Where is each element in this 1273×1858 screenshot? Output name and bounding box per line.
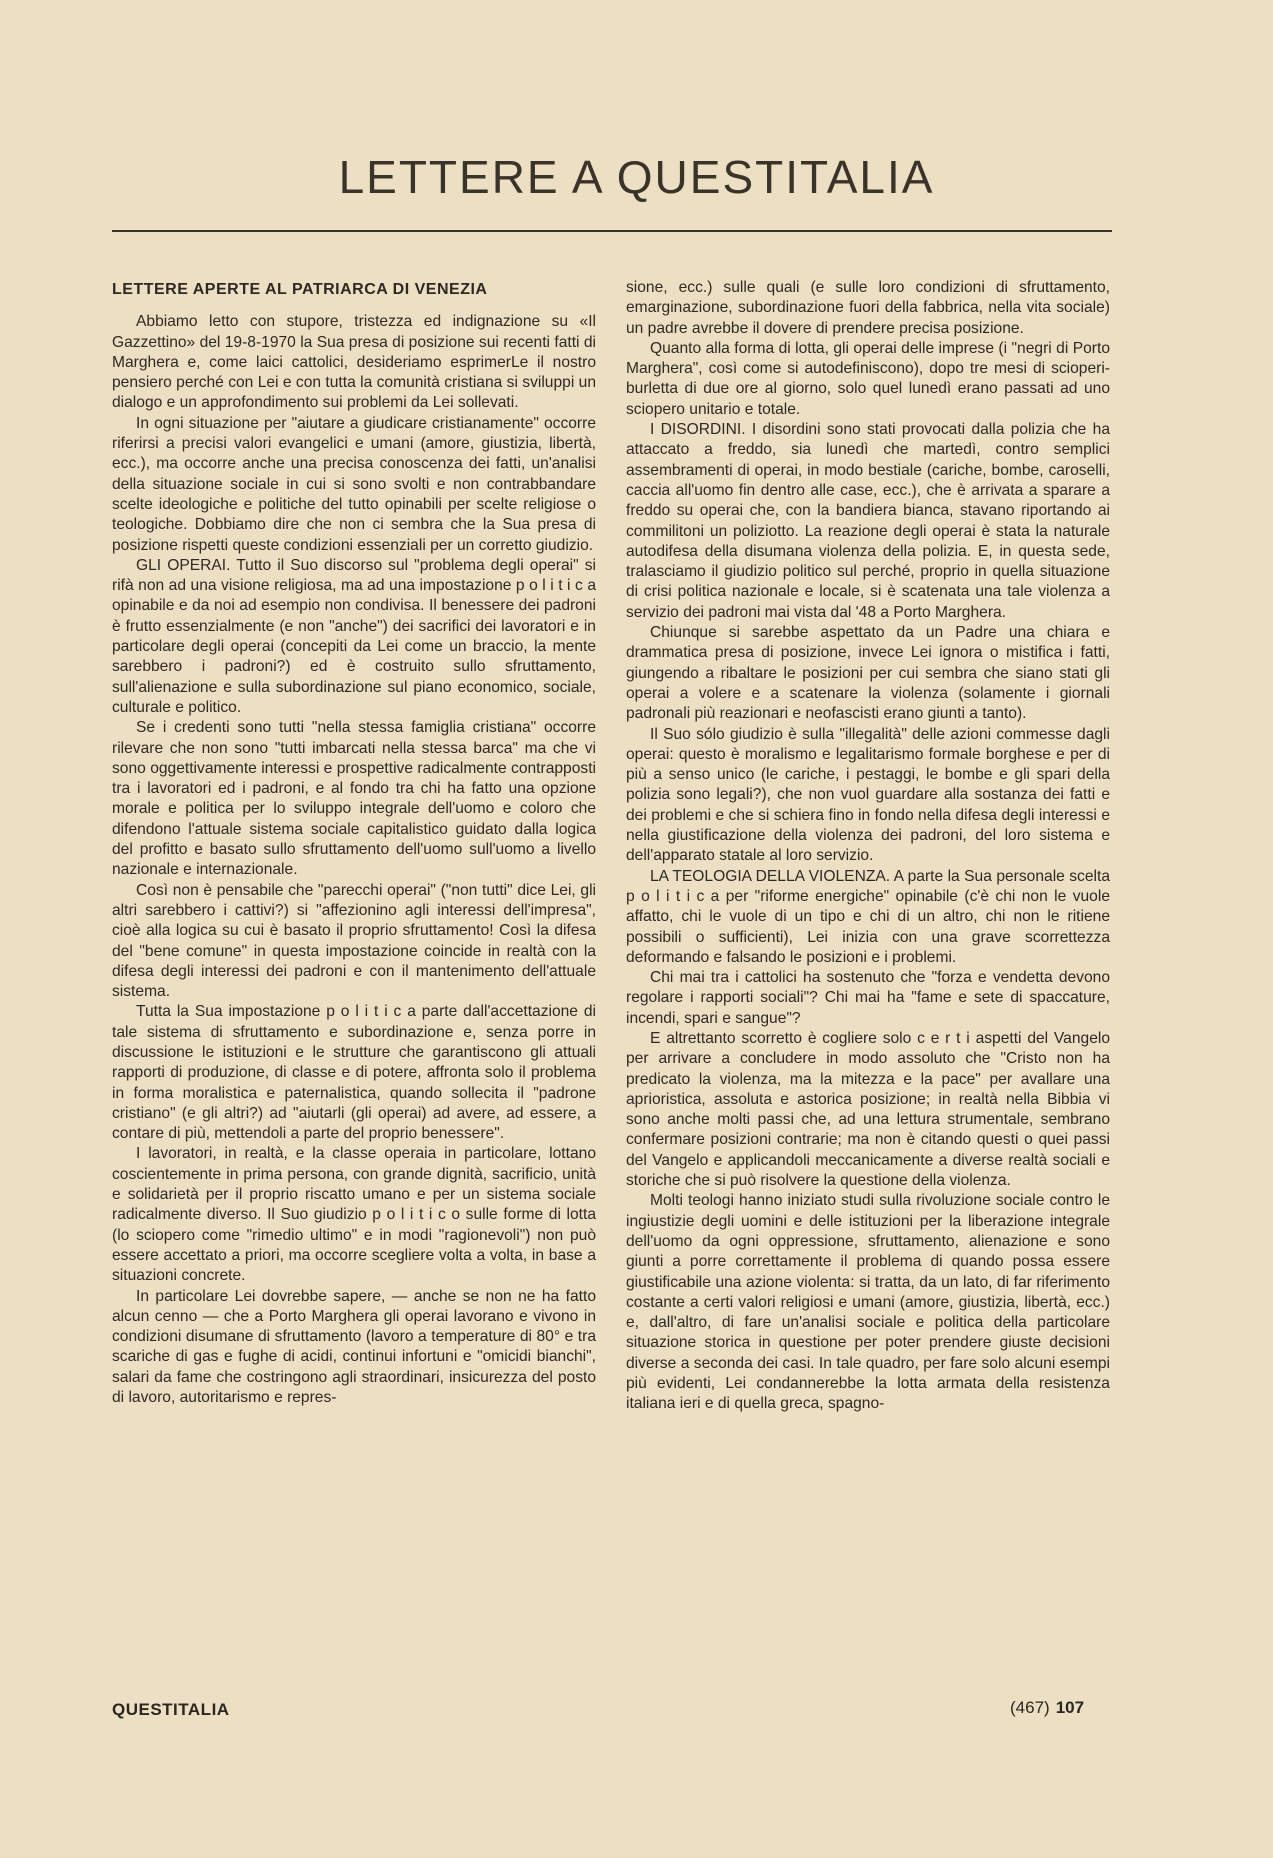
paragraph: Quanto alla forma di lotta, gli operai delle imprese (i "negri di Porto Marghera", così come si autodefiniscono), dopo tre mesi di scioperi-burletta di due ore al giorno, solo quel lunedì erano passati ad uno sciopero unitario e totale.	[626, 339, 1110, 418]
page-number: 107	[1055, 1698, 1085, 1717]
paragraph: In particolare Lei dovrebbe sapere, — anche se non ne ha fatto alcun cenno — che a Porto Marghera gli operai lavorano e vivono in condizioni disumane di sfruttamento (lavoro a temperature di 80° e tra scariche di gas e fughe di acidi, continui infortuni e "omicidi bianchi", salari da fame che costringono agli straordinari, insicurezza del posto di lavoro, autoritarismo e repres-	[112, 1287, 596, 1407]
paragraph: LA TEOLOGIA DELLA VIOLENZA. A parte la Sua personale scelta p o l i t i c a per "riforme energiche" opinabile (c'è chi non le vuole affatto, chi le vuole di un tipo e chi di un altro, chi non le ritiene possibili o sufficienti), Lei inizia con una grave scorrettezza deformando e falsando le posizioni e i problemi.	[626, 867, 1110, 966]
paragraph: I DISORDINI. I disordini sono stati provocati dalla polizia che ha attaccato a freddo, sia lunedì che martedì, contro semplici assembramenti di operai, in modo bestiale (cariche, bombe, caroselli, caccia all'uomo fin dentro alle case, ecc.), che è arrivata a sparare a freddo su operai che, con la bandiera bianca, stavano riportando ai commilitoni un poliziotto. La reazione degli operai è stata la naturale autodifesa della disumana violenza della polizia. E, in questa sede, tralasciamo il giudizio politico sul perché, proprio in quella situazione di crisi politica nazionale e locale, si è scatenata una tale violenza a servizio dei padroni mai vista dal '48 a Porto Marghera.	[626, 421, 1110, 621]
title-divider	[112, 230, 1112, 232]
paragraph: Il Suo sólo giudizio è sulla "illegalità" delle azioni commesse dagli operai: questo è moralismo e legalitarismo formale borghese e per di più a senso unico (le cariche, i pestaggi, le bombe e gli spari della polizia sono legali?), che non vuol guardare alla sostanza dei fatti e dei problemi e che si schiera fino in fondo nella difesa degli interessi e nella giustificazione della violenza dei padroni, del loro sistema e dell'apparato statale al loro servizio.	[626, 725, 1110, 865]
paragraph: Chi mai tra i cattolici ha sostenuto che "forza e vendetta devono regolare i rapporti sociali"? Chi mai ha "fame e sete di spaccature, incendi, spari e sangue"?	[626, 969, 1110, 1027]
footer-page-info	[1010, 1698, 1084, 1718]
paragraph: Molti teologi hanno iniziato studi sulla rivoluzione sociale contro le ingiustizie degli uomini e delle istituzioni per la liberazione integrale dell'uomo da ogni oppressione, sfruttamento, alienazione e sono giunti a porre correttamente il problema di quando possa essere giustificabile una azione violenta: si tratta, da un lato, di far riferimento costante a certi valori religiosi e umani (amore, giustizia, libertà, ecc.) e, dall'altro, di fare un'analisi sociale e politica della particolare situazione storica in questione per poter prendere giuste decisioni diverse a seconda dei casi. In tale quadro, per fare solo alcuni esempi più evidenti, Lei condannerebbe la lotta armata della resistenza italiana ieri e di quella greca, spagno-	[626, 1192, 1110, 1413]
paragraph: GLI OPERAI. Tutto il Suo discorso sul "problema degli operai" si rifà non ad una visione religiosa, ma ad una impostazione p o l i t i c a opinabile e da noi ad esempio non condivisa. Il benessere dei padroni è frutto essenzialmente (e non "anche") dei sacrifici dei lavoratori e in particolare degli operai (concepiti da Lei come un braccio, la mente sarebbero i padroni?) ed è costruito sullo sfruttamento, sull'alienazione e sulla subordinazione sul piano economico, sociale, culturale e politico.	[112, 556, 596, 716]
paragraph: Tutta la Sua impostazione p o l i t i c a parte dall'accettazione di tale sistema di sfruttamento e subordinazione e, senza porre in discussione le istituzioni e le strutture che garantiscono gli attuali rapporti di produzione, di classe e di potere, affronta solo il problema in forma moralistica e paternalistica, quando sollecita il "padrone cristiano" (e gli altri?) ad "aiutarli (gli operai) ad avere, ad essere, a contare di più, mettendoli a parte del proprio benessere".	[112, 1003, 596, 1143]
paragraph: Chiunque si sarebbe aspettato da un Padre una chiara e drammatica presa di posizione, invece Lei ignora o mistifica i fatti, giungendo a ribaltare le posizioni per cui sembra che siano stati gli operai a volere e a scatenare la violenza (solamente i giornali padronali più reazionari e neofascisti erano giunti a tanto).	[626, 624, 1110, 723]
paragraph: Così non è pensabile che "parecchi operai" ("non tutti" dice Lei, gli altri sarebbero i cattivi?) si "affezionino agli interessi dell'impresa", cioè alla logica su cui è basato il proprio sfruttamento! Così la difesa del "bene comune" in questa impostazione coincide in realtà con la difesa degli interessi dei padroni e con il mantenimento dell'attuale sistema.	[112, 881, 596, 1001]
page-title: LETTERE A QUESTITALIA	[338, 151, 935, 203]
paragraph: Se i credenti sono tutti "nella stessa famiglia cristiana" occorre rilevare che non sono "tutti imbarcati nella stessa barca" ma che vi sono oggettivamente interessi e prospettive radicalmente contrapposti tra i lavoratori ed i padroni, e al fondo tra chi ha fatto una opzione morale e politica per lo sviluppo integrale dell'uomo e coloro che difendono l'attuale sistema sociale capitalistico guidato dalla logica del profitto e basato sullo sfruttamento dell'uomo sull'uomo a livello nazionale e internazionale.	[112, 719, 596, 879]
paragraph: I lavoratori, in realtà, e la classe operaia in particolare, lottano coscientemente in prima persona, con grande dignità, sacrificio, unità e solidarietà per il proprio riscatto umano e per un sistema sociale radicalmente diverso. Il Suo giudizio p o l i t i c o sulle forme di lotta (lo sciopero come "rimedio ultimo" e in modi "ragionevoli") non può essere accettato a priori, ma occorre scegliere volta a volta, in base a situazioni concrete.	[112, 1145, 596, 1285]
paragraph: Abbiamo letto con stupore, tristezza ed indignazione su «Il Gazzettino» del 19-8-1970 la Sua presa di posizione sui recenti fatti di Marghera e, come laici cattolici, desideriamo esprimerLe il nostro pensiero perché con Lei e con tutta la comunità cristiana si sviluppi un dialogo e un approfondimento sui problemi da Lei sollevati.	[112, 313, 596, 412]
paragraph: sione, ecc.) sulle quali (e sulle loro condizioni di sfruttamento, emarginazione, subordinazione fuori della fabbrica, nella vita sociale) un padre avrebbe il dovere di prendere precisa posizione.	[626, 279, 1110, 337]
footer-page-ref: (467)	[1010, 1698, 1050, 1717]
article-column-left	[112, 280, 596, 1408]
paragraph: E altrettanto scorretto è cogliere solo c e r t i aspetti del Vangelo per arrivare a concludere in modo assoluto che "Cristo non ha predicato la violenza, ma la mitezza e la pace" per avallare una aprioristica, assoluta e astorica posizione; in realtà nella Bibbia vi sono anche molti passi che, ad una lettura strumentale, sembrano confermare posizioni contrarie; ma non è citando questi o quei passi del Vangelo e applicandoli meccanicamente a diverse realtà sociali e storiche che si può risolvere la questione della violenza.	[626, 1029, 1110, 1190]
article-heading: LETTERE APERTE AL PATRIARCA DI VENEZIA	[112, 281, 488, 298]
footer-magazine-name: QUESTITALIA	[112, 1700, 230, 1719]
paragraph: In ogni situazione per "aiutare a giudicare cristianamente" occorre riferirsi a precisi valori evangelici e umani (amore, giustizia, libertà, ecc.), ma occorre anche una precisa conoscenza dei fatti, un'analisi della situazione sociale in cui si sono svolti e non contrabbandare scelte ideologiche e politiche del tutto opinabili per scelte religiose o teologiche. Dobbiamo dire che non ci sembra che la Sua presa di posizione rispetti queste condizioni essenziali per un corretto giudizio.	[112, 414, 596, 554]
article-column-right	[626, 278, 1110, 1415]
